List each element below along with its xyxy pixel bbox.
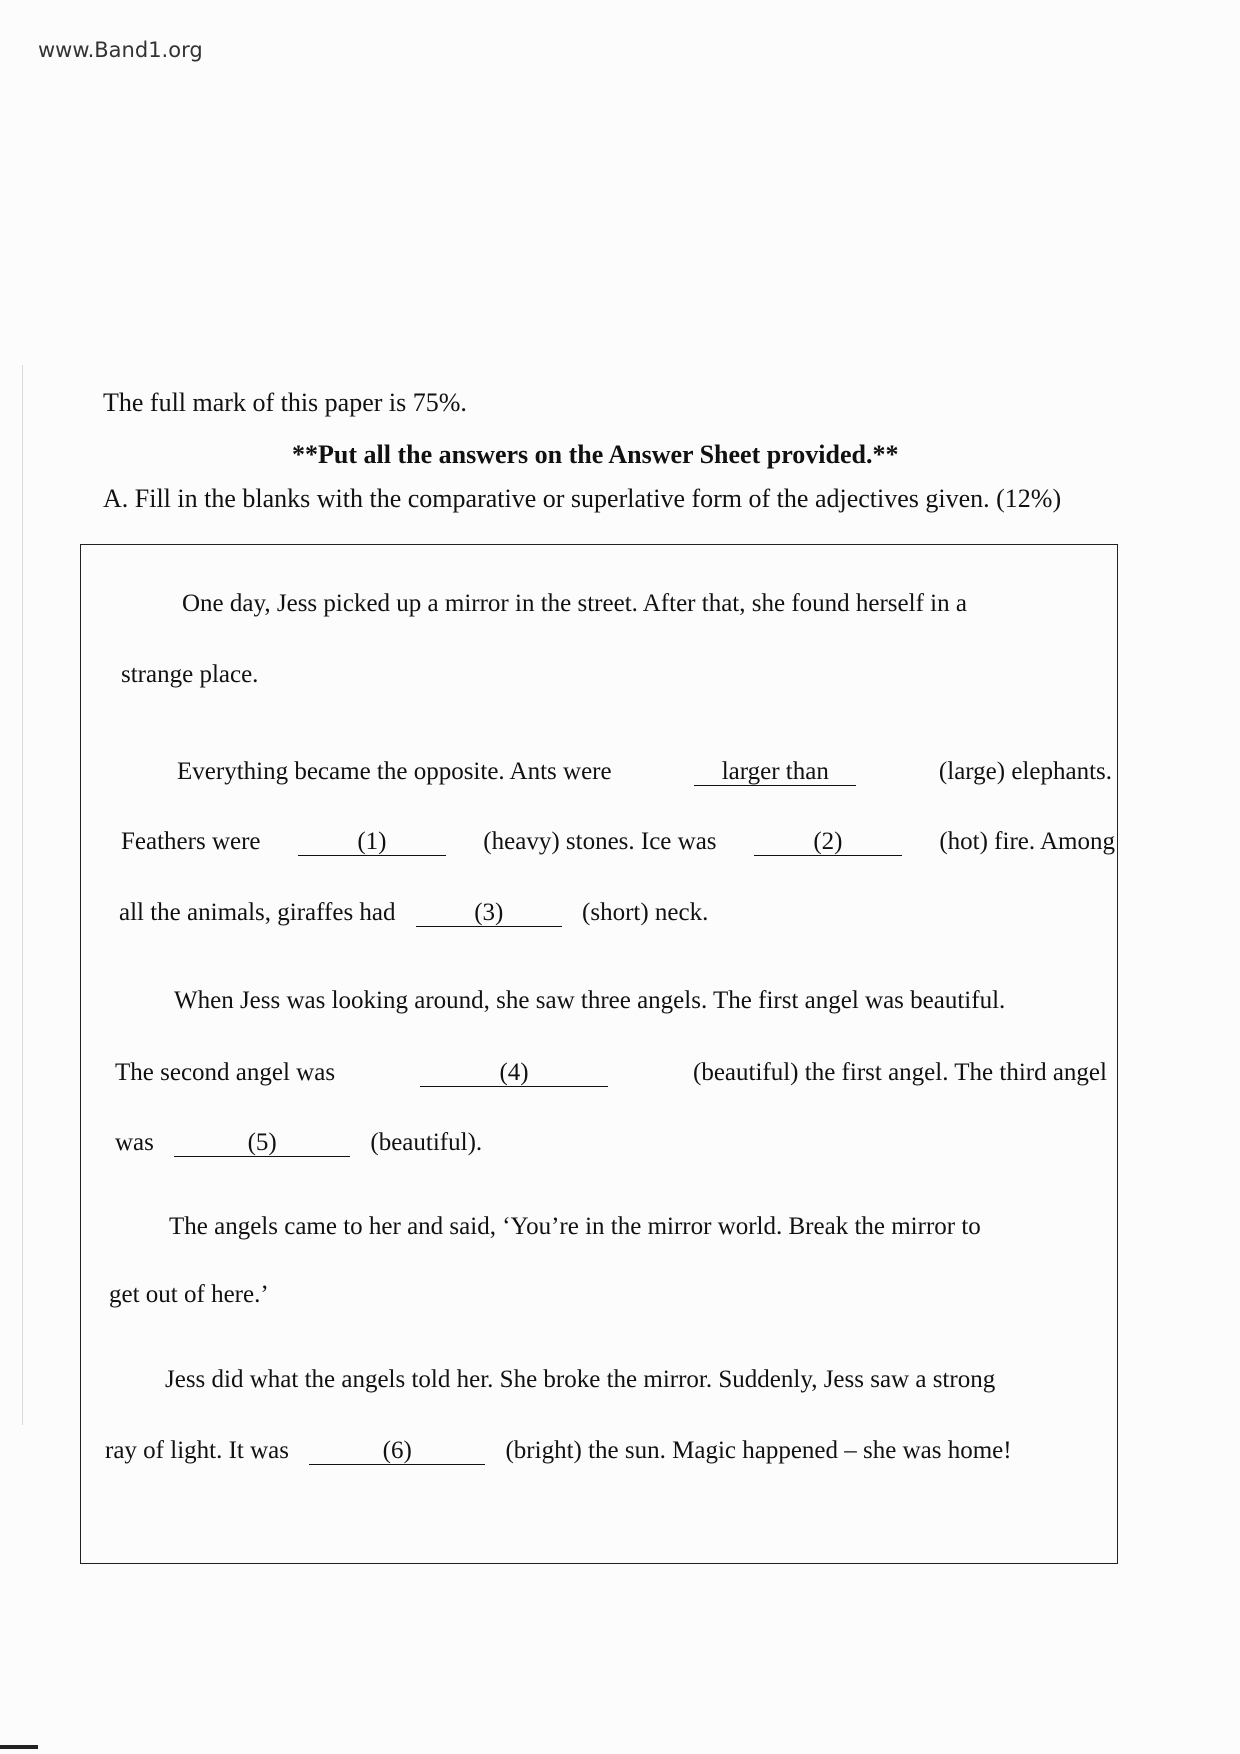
blank-2: (2): [754, 829, 902, 856]
p2-text: Everything became the opposite. Ants were: [177, 758, 612, 785]
passage-box: [80, 544, 1118, 1564]
p4-line1: The angels came to her and said, ‘You’re in the mirror world. Break the mirror to: [169, 1213, 981, 1240]
p5-line2: [105, 1438, 1012, 1465]
p3-line2: [115, 1060, 1107, 1087]
p2-text: all the animals, giraffes had: [119, 899, 396, 926]
p2-line2: [121, 829, 1115, 856]
p5-text: (bright) the sun. Magic happened – she was home!: [505, 1437, 1012, 1464]
p3-line3: [115, 1130, 482, 1157]
p2-line3: [119, 900, 708, 927]
answer-sheet-instruction: **Put all the answers on the Answer Sheet provided.**: [292, 440, 899, 469]
p3-text: was: [115, 1129, 154, 1156]
example-answer: larger than: [694, 759, 856, 786]
blank-5: (5): [174, 1130, 350, 1157]
p1-line1: One day, Jess picked up a mirror in the street. After that, she found herself in a: [182, 590, 967, 617]
p4-line2: get out of here.’: [109, 1281, 269, 1308]
p3-text: (beautiful) the first angel. The third angel: [693, 1059, 1107, 1086]
blank-1: (1): [298, 829, 446, 856]
full-mark-text: The full mark of this paper is 75%.: [103, 388, 467, 417]
p5-line1: Jess did what the angels told her. She broke the mirror. Suddenly, Jess saw a strong: [165, 1366, 996, 1393]
blank-3: (3): [416, 900, 562, 927]
p3-text: The second angel was: [115, 1059, 336, 1086]
p2-text: (hot) fire. Among: [939, 828, 1115, 855]
p3-line1: When Jess was looking around, she saw three angels. The first angel was beautiful.: [174, 987, 1006, 1014]
p3-text: (beautiful).: [370, 1129, 483, 1156]
scan-edge-mark: [0, 1745, 38, 1749]
p2-text: Feathers were: [121, 828, 261, 855]
watermark: www.Band1.org: [38, 38, 203, 62]
blank-6: (6): [309, 1438, 485, 1465]
p2-text: (heavy) stones. Ice was: [483, 828, 717, 855]
p5-text: ray of light. It was: [105, 1437, 289, 1464]
p2-text: (large) elephants.: [938, 758, 1112, 785]
p1-line2: strange place.: [121, 661, 259, 688]
margin-line: [22, 365, 23, 1425]
p2-line1: [177, 759, 1112, 786]
section-a-heading: A. Fill in the blanks with the comparative or superlative form of the adjectives given. (12%): [103, 484, 1062, 513]
p2-text: (short) neck.: [582, 899, 709, 926]
blank-4: (4): [420, 1060, 608, 1087]
